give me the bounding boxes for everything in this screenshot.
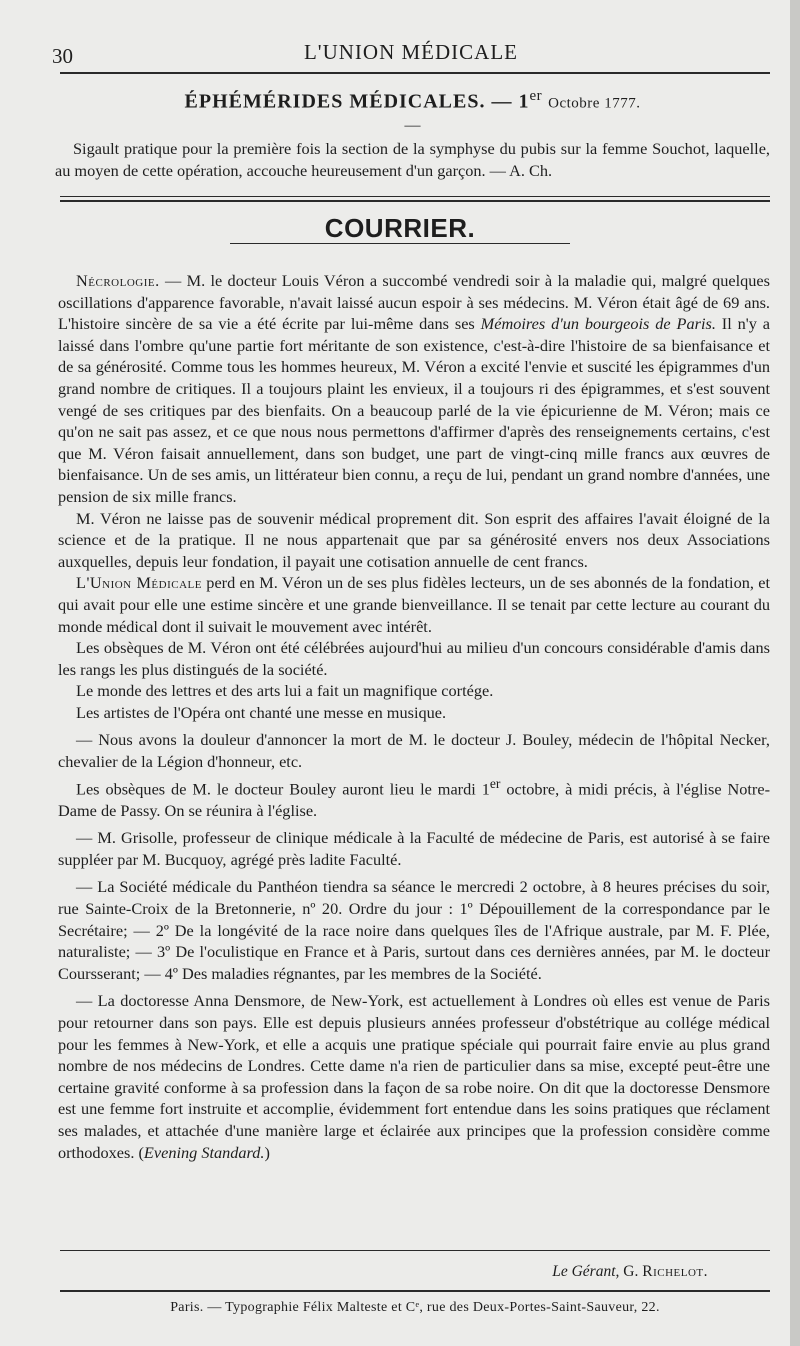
necrologie-paragraph (58, 270, 770, 508)
courrier-heading: COURRIER. (324, 213, 476, 243)
ephemerides-heading (55, 88, 770, 114)
page-edge (790, 0, 800, 1346)
ephemerides-text: Sigault pratique pour la première fois la section de la symphyse du pubis sur la femme Souchot, laquelle, au moyen de cette opération, accouche heureusement d'un garçon. — A. Ch. (55, 138, 770, 180)
evening-standard-source: Evening Standard. (143, 1142, 265, 1162)
section-rule-top (60, 196, 770, 197)
bouley-obseques-text-b: octobre, à midi précis, à l'église Notre-Dame de Passy. On se réunira à l'église. (58, 779, 770, 820)
grisolle-paragraph: — M. Grisolle, professeur de clinique médicale à la Faculté de médecine de Paris, est autorisé à se faire suppléer par M. Bucquoy, agrégé près ladite Faculté. (58, 828, 770, 869)
densmore-paragraph (58, 990, 770, 1163)
page-number: 30 (52, 44, 73, 68)
ephemerides-date-prefix: — 1 (491, 90, 530, 113)
union-medicale-text: perd en M. Véron un de ses plus fidèles lecteurs, un de ses abonnés de la fondation, et qui avait pour elle une estime sincère et une grande bienveillance. Il se tenait par cette lecture au courant du monde médical dont il suivait le mouvement avec intérêt. (58, 573, 770, 636)
page-header (52, 40, 770, 70)
ephemerides-title: ÉPHÉMÉRIDES MÉDICALES. (184, 90, 486, 113)
printer-footer: Paris. — Typographie Félix Malteste et Cᵉ, rue des Deux-Portes-Saint-Sauveur, 22. (170, 1300, 660, 1315)
header-rule (60, 72, 770, 74)
obseques-veron-paragraph: Les obsèques de M. Véron ont été célébrées aujourd'hui au milieu d'un concours considérable d'amis dans les rangs les plus distingués de la société. (58, 638, 770, 679)
courrier-underline (230, 243, 570, 244)
bouley-obseques-sup: er (489, 775, 501, 791)
ephemerides-date: Octobre 1777. (548, 95, 641, 112)
union-medicale-paragraph (58, 572, 770, 637)
ephemerides-date-sup: er (529, 88, 543, 104)
memoires-title: Mémoires d'un bourgeois de Paris. (480, 314, 716, 334)
union-medicale-label: L'Union Médicale (76, 573, 202, 593)
cortege-paragraph: Le monde des lettres et des arts lui a fait un magnifique cortége. (76, 681, 494, 701)
densmore-text-b: ) (264, 1142, 270, 1162)
ephemerides-section (55, 88, 770, 182)
necrologie-text-b: Il n'y a laissé dans l'ombre qu'une partie fort méritante de son existence, c'est-à-dire l'histoire de sa bienfaisance et de sa générosité. Comme tous les hommes heureux, M. Véron a excité l'envie et suscité les épigrammes d'un grand nombre de critiques. Il a toujours plaint les envieux, il a toujours ri des épigrammes, et s'est souvent vengé de ses critiques par des bienfaits. On a beaucoup parlé de la vie épicurienne de M. Véron; mais ce qu'on ne sait pas assez, et ce que nous nous permettons d'affirmer d'après des renseignements certains, c'est que M. Véron faisait annuellement, dans son budget, une part de vingt-cinq mille francs aux œuvres de bienfaisance. Un de ses amis, un littérateur bien connu, a reçu de lui, pendant un grand nombre d'années, une pension de six mille francs. (58, 314, 770, 506)
gerant-name: Richelot. (642, 1263, 708, 1280)
signature-rule (60, 1250, 770, 1251)
footer-rule (60, 1290, 770, 1292)
ephemerides-dash: — (404, 116, 421, 134)
gerant-prefix: Le Gérant, (552, 1263, 620, 1280)
gerant-initial: G. (623, 1263, 639, 1280)
bouley-obseques-paragraph (58, 773, 770, 822)
section-rule-bottom (60, 200, 770, 202)
opera-paragraph: Les artistes de l'Opéra ont chanté une messe en musique. (76, 702, 447, 722)
bouley-obseques-text-a: Les obsèques de M. le docteur Bouley auront lieu le mardi 1 (76, 779, 490, 799)
necrologie-label: Nécrologie. (76, 271, 160, 290)
gerant-signature (552, 1263, 708, 1281)
densmore-text-a: — La doctoresse Anna Densmore, de New-York, est actuellement à Londres où elles est venue de Paris pour retourner dans son pays. Elle est depuis plusieurs années professeur d'obstétrique au collége médical pour les femmes à New-York, et elle a acquis une pratique spéciale qui pourrait faire envie au plus grand nombre de nos médecins de Londres. Cette dame n'a rien de particulier dans sa mise, excepté peut-être une certaine gravité conforme à sa profession dans la façon de sa robe noire. On dit que la doctoresse Densmore est une femme fort instruite et accomplie, évidemment fort entendue dans les soins pratiques que réclament ses malades, et attachée d'une manière large et éclairée aux principes que la profession considère comme orthodoxes. ( (58, 991, 770, 1162)
courrier-body (58, 270, 770, 1163)
veron-souvenir-paragraph: M. Véron ne laisse pas de souvenir médical proprement dit. Son esprit des affaires l'avait éloigné de la science et de la pratique. Il ne nous appartenait que par sa générosité envers nos deux Associations auxquelles, depuis leur fondation, il payait une cotisation annuelle de cent francs. (58, 508, 770, 571)
societe-pantheon-paragraph: — La Société médicale du Panthéon tiendra sa séance le mercredi 2 octobre, à 8 heures précises du soir, rue Sainte-Croix de la Bretonnerie, nº 20. Ordre du jour : 1º Dépouillement de la correspondance par le Secrétaire; — 2º De la longévité de la race noire dans quelques îles de l'Afrique australe, par M. F. Plée, naturaliste; — 3º De l'oculistique en France et à Paris, surtout dans ces dernières années, par M. le docteur Coursserant; — 4º Des maladies régnantes, par les membres de la Société. (58, 877, 770, 983)
bouley-paragraph: — Nous avons la douleur d'annoncer la mort de M. le docteur J. Bouley, médecin de l'hôpital Necker, chevalier de la Légion d'honneur, etc. (58, 730, 770, 772)
necrologie-text-a: — M. le docteur Louis Véron a succombé vendredi soir à la maladie qui, malgré quelques oscillations d'apparence favorable, n'avait laissé aucun espoir à ses médecins. M. Véron était âgé de 69 ans. L'histoire sincère de sa vie a été écrite par lui-même dans ses (58, 271, 770, 334)
running-title: L'UNION MÉDICALE (303, 40, 518, 64)
